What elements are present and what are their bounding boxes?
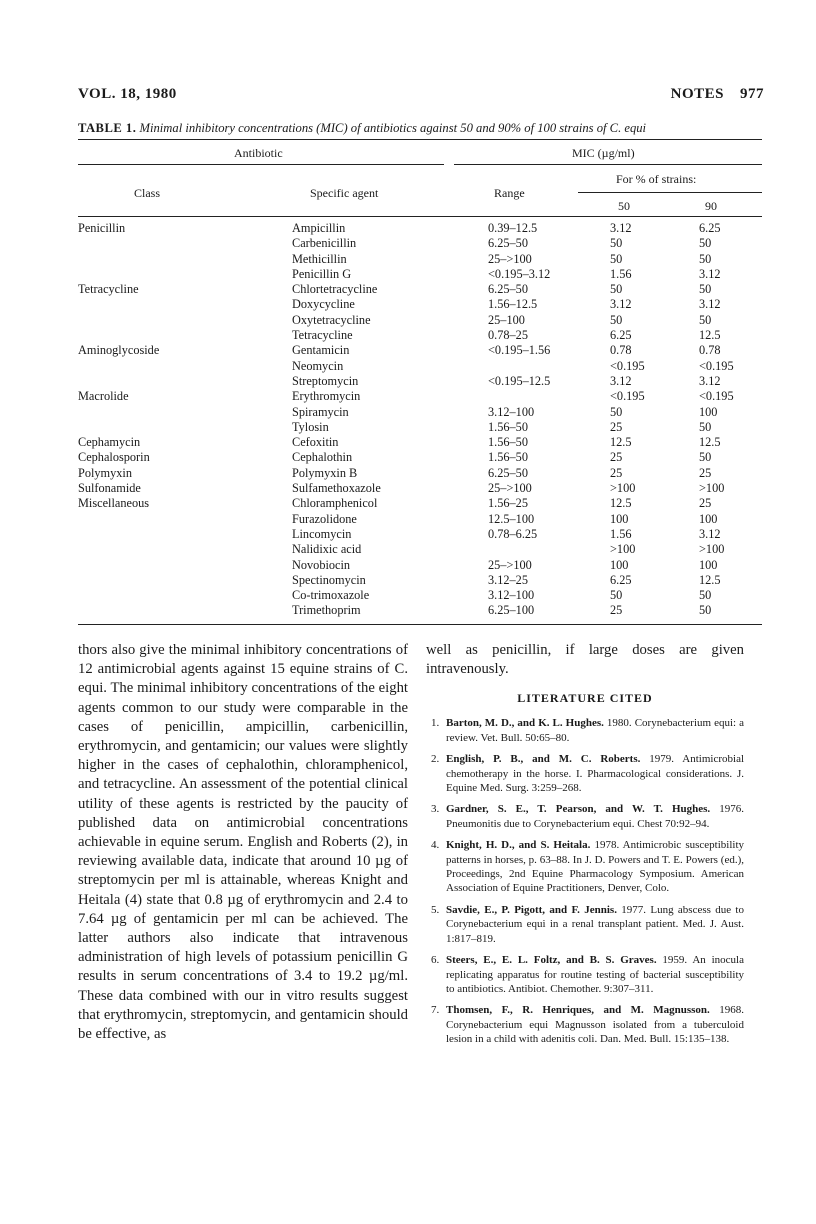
range-cell xyxy=(478,573,610,588)
reference-text: 1979. Antimicrobial chemotherapy in the horse. I. Pharmacological considerations. J. Equine Med. Surg. 3:259–268. xyxy=(446,753,745,795)
left-column-text xyxy=(78,641,408,1044)
range-cell xyxy=(478,466,610,481)
table-row xyxy=(78,466,779,481)
header-percent-strains: For % of strains: xyxy=(616,172,697,186)
table-row xyxy=(78,558,779,573)
reference-authors: Gardner, S. E., T. Pearson, and W. T. Hughes. xyxy=(446,803,711,816)
class-cell: Penicillin xyxy=(78,221,126,235)
range-cell xyxy=(478,221,610,236)
agent-cell: Chloramphenicol xyxy=(292,496,378,511)
agent-cell: Cefoxitin xyxy=(292,435,339,450)
range-cell xyxy=(478,282,610,297)
range-value: 1.56–50 xyxy=(488,435,528,450)
header-90: 90 xyxy=(705,199,717,213)
range-value: 1.56–25 xyxy=(488,496,528,511)
class-cell xyxy=(78,359,292,374)
range-cell xyxy=(478,481,610,496)
mic-table xyxy=(78,221,779,619)
header-specific-agent: Specific agent xyxy=(310,186,379,200)
range-value: 6.25–100 xyxy=(488,603,535,618)
header-antibiotic: Antibiotic xyxy=(234,146,283,160)
header-range: Range xyxy=(494,186,525,200)
agent-cell: Chlortetracycline xyxy=(292,282,378,297)
reference-authors: English, P. B., and M. C. Roberts. xyxy=(446,753,641,766)
reference-number: 6. xyxy=(431,954,440,967)
mic90-cell: <0.195 xyxy=(699,389,734,404)
table-row xyxy=(78,496,779,511)
range-cell xyxy=(478,297,610,312)
range-cell xyxy=(478,252,610,267)
agent-cell: Methicillin xyxy=(292,251,347,266)
class-cell: Cephamycin xyxy=(78,435,141,450)
mic90-cell: 25 xyxy=(699,496,712,511)
running-head-volume: VOL. 18, 1980 xyxy=(78,86,177,102)
reference-number: 1. xyxy=(431,717,440,730)
mic90-cell: 3.12 xyxy=(699,526,721,541)
agent-cell: Ampicillin xyxy=(292,221,346,235)
reference-item xyxy=(426,802,744,831)
table-row xyxy=(78,343,779,358)
table-row xyxy=(78,313,779,328)
table-row xyxy=(78,252,779,267)
range-value: 6.25–50 xyxy=(488,465,528,480)
table-row xyxy=(78,297,779,312)
mic50-cell: 50 xyxy=(610,404,623,419)
mic90-cell: <0.195 xyxy=(699,358,734,373)
class-cell: Aminoglycoside xyxy=(78,343,160,358)
table-label: TABLE 1. xyxy=(78,121,137,135)
mic90-cell: 50 xyxy=(699,251,712,266)
range-cell xyxy=(478,359,610,374)
reference-text: 1976. Pneumonitis due to Corynebacterium equi. Chest 70:92–94. xyxy=(446,803,745,830)
table-top-rule xyxy=(78,139,762,140)
reference-text: 1978. Antimicrobic susceptibility patterns in horses, p. 63–88. In J. D. Powers and T. E. Powers (ed.), Proceedings, 2nd Equine Pharmacology Symposium. American Association of Equine Practitioners, Denver, Colo. xyxy=(446,839,745,895)
range-cell xyxy=(478,603,610,618)
percent-header-rule xyxy=(578,192,762,193)
class-cell xyxy=(78,267,292,282)
range-cell xyxy=(478,496,610,511)
mic90-cell: 50 xyxy=(699,282,712,297)
table-caption xyxy=(78,121,768,136)
mic50-cell: 12.5 xyxy=(610,435,632,450)
mic90-cell: >100 xyxy=(699,481,725,496)
mic90-cell: 50 xyxy=(699,236,712,251)
range-cell xyxy=(478,374,610,389)
reference-item xyxy=(426,838,744,896)
class-cell xyxy=(78,527,292,542)
mic50-cell: <0.195 xyxy=(610,389,645,404)
agent-cell: Tetracycline xyxy=(292,328,353,343)
class-cell: Polymyxin xyxy=(78,465,132,480)
mic90-cell: 50 xyxy=(699,603,712,618)
range-value: 3.12–100 xyxy=(488,588,535,603)
body-paragraph: thors also give the minimal inhibitory concentrations of 12 antimicrobial agents against 15 equine strains of C. equi. The minimal inhibitory concentrations of the eight agents common to our study were comparable in the cases of penicillin, ampicillin, carbenicillin, erythromycin, and gentamicin; our values were slightly higher in the cases of cephalothin, chloramphenicol, and tetracycline. An assessment of the potential clinical utility of these agents is restricted by the paucity of published data on antimicrobial concentrations achievable in equine serum. English and Roberts (2), in reviewing available data, indicate that around 10 µg of streptomycin per ml is attainable, whereas Knight and Heitala (4) state that 0.8 µg of erythromycin and 2.4 to 7.64 µg of gentamicin per ml can be achieved. The latter authors also indicate that intravenous administration of high levels of potassium penicillin G results in serum concentrations of 3.4 to 19.2 µg/ml. These data combined with our in vitro results suggest that erythromycin, streptomycin, and gentamicin should be effective, as xyxy=(78,642,408,1043)
class-cell xyxy=(78,374,292,389)
table-row xyxy=(78,542,779,557)
reference-number: 5. xyxy=(431,903,440,916)
table-row xyxy=(78,267,779,282)
range-cell xyxy=(478,558,610,573)
range-cell xyxy=(478,420,610,435)
table-row xyxy=(78,527,779,542)
reference-authors: Barton, M. D., and K. L. Hughes. xyxy=(446,717,604,730)
agent-cell: Carbenicillin xyxy=(292,236,357,251)
agent-cell: Neomycin xyxy=(292,358,344,373)
table-row xyxy=(78,374,779,389)
range-value: 25–>100 xyxy=(488,481,532,496)
range-value: <0.195–3.12 xyxy=(488,266,551,281)
table-caption-text: Minimal inhibitory concentrations (MIC) of antibiotics against 50 and 90% of 100 strains of C. equi xyxy=(139,121,647,135)
class-cell xyxy=(78,297,292,312)
class-cell: Sulfonamide xyxy=(78,481,141,496)
class-cell xyxy=(78,512,292,527)
reference-text: 1980. Corynebacterium equi: a review. Vet. Bull. 50:65–80. xyxy=(446,717,744,744)
table-bottom-rule xyxy=(78,624,762,625)
mic50-cell: 100 xyxy=(610,557,629,572)
agent-cell: Sulfamethoxazole xyxy=(292,481,381,496)
class-cell xyxy=(78,420,292,435)
agent-cell: Nalidixic acid xyxy=(292,542,362,557)
range-value: 0.78–25 xyxy=(488,328,528,343)
reference-text: 1977. Lung abscess due to Corynebacterium equi in a renal transplant patient. Med. J. Aust. 1:817–819. xyxy=(446,903,744,945)
range-value: 0.78–6.25 xyxy=(488,526,538,541)
mic50-cell: 100 xyxy=(610,511,629,526)
reference-item xyxy=(426,1003,744,1046)
class-cell xyxy=(78,558,292,573)
range-value: 25–>100 xyxy=(488,557,532,572)
table-row xyxy=(78,236,779,251)
agent-cell: Erythromycin xyxy=(292,389,361,404)
mic50-cell: 1.56 xyxy=(610,526,632,541)
mic50-cell: 25 xyxy=(610,603,623,618)
mic50-cell: 50 xyxy=(610,282,623,297)
reference-authors: Savdie, E., P. Pigott, and F. Jennis. xyxy=(446,903,617,916)
table-row xyxy=(78,420,779,435)
range-cell xyxy=(478,267,610,282)
range-cell xyxy=(478,236,610,251)
class-cell xyxy=(78,328,292,343)
range-value: 3.12–100 xyxy=(488,404,535,419)
mic90-cell: 50 xyxy=(699,419,712,434)
mic90-cell: 6.25 xyxy=(699,221,721,235)
table-row xyxy=(78,603,779,618)
mic50-cell: 50 xyxy=(610,251,623,266)
range-value: 25–100 xyxy=(488,312,525,327)
mic50-cell: >100 xyxy=(610,481,636,496)
reference-number: 2. xyxy=(431,753,440,766)
class-cell xyxy=(78,313,292,328)
reference-authors: Thomsen, F., R. Henriques, and M. Magnusson. xyxy=(446,1004,710,1017)
agent-cell: Trimethoprim xyxy=(292,603,361,618)
table-row xyxy=(78,389,779,404)
class-cell xyxy=(78,236,292,251)
mic90-cell: 100 xyxy=(699,557,718,572)
mic90-cell: 3.12 xyxy=(699,373,721,388)
range-cell xyxy=(478,343,610,358)
class-cell xyxy=(78,252,292,267)
mic50-cell: 50 xyxy=(610,312,623,327)
header-class: Class xyxy=(134,186,161,200)
class-cell: Macrolide xyxy=(78,389,129,404)
mic90-cell: 50 xyxy=(699,588,712,603)
reference-list xyxy=(426,716,744,1046)
mic50-cell: 3.12 xyxy=(610,221,632,235)
mic50-cell: 6.25 xyxy=(610,572,632,587)
class-cell xyxy=(78,542,292,557)
mic50-cell: 12.5 xyxy=(610,496,632,511)
range-cell xyxy=(478,527,610,542)
range-cell xyxy=(478,588,610,603)
table-row xyxy=(78,512,779,527)
table-row xyxy=(78,481,779,496)
range-value: 1.56–12.5 xyxy=(488,297,538,312)
mic90-cell: 25 xyxy=(699,465,712,480)
class-cell xyxy=(78,603,292,618)
mic90-cell: 12.5 xyxy=(699,435,721,450)
literature-cited-heading: LITERATURE CITED xyxy=(517,691,653,706)
mic50-cell: 3.12 xyxy=(610,297,632,312)
reference-authors: Steers, E., E. L. Foltz, and B. S. Graves. xyxy=(446,954,657,967)
agent-cell: Doxycycline xyxy=(292,297,355,312)
running-head-right xyxy=(671,86,764,103)
range-value: <0.195–1.56 xyxy=(488,343,551,358)
reference-number: 7. xyxy=(431,1004,440,1017)
table-row xyxy=(78,405,779,420)
table-row xyxy=(78,573,779,588)
table-row xyxy=(78,450,779,465)
mic90-cell: >100 xyxy=(699,542,725,557)
mic50-cell: 1.56 xyxy=(610,266,632,281)
mic90-cell: 3.12 xyxy=(699,266,721,281)
mic90-cell: 0.78 xyxy=(699,343,721,358)
mic-header-rule xyxy=(454,164,762,165)
reference-item xyxy=(426,953,744,996)
reference-number: 4. xyxy=(431,839,440,852)
body-continuation: well as penicillin, if large doses are given intravenously. xyxy=(426,642,744,678)
page-number: 977 xyxy=(740,86,764,102)
table-row xyxy=(78,328,779,343)
mic50-cell: 3.12 xyxy=(610,373,632,388)
mic50-cell: 50 xyxy=(610,588,623,603)
agent-cell: Lincomycin xyxy=(292,526,352,541)
agent-cell: Co-trimoxazole xyxy=(292,588,370,603)
reference-item xyxy=(426,716,744,745)
antibiotic-header-rule xyxy=(78,164,444,165)
header-mic: MIC (µg/ml) xyxy=(572,146,635,160)
class-cell: Miscellaneous xyxy=(78,496,150,511)
class-cell: Cephalosporin xyxy=(78,450,150,465)
mic90-cell: 3.12 xyxy=(699,297,721,312)
range-cell xyxy=(478,313,610,328)
class-cell xyxy=(78,588,292,603)
range-value: 6.25–50 xyxy=(488,236,528,251)
mic50-cell: 0.78 xyxy=(610,343,632,358)
mic50-cell: 25 xyxy=(610,450,623,465)
range-cell xyxy=(478,435,610,450)
right-column xyxy=(426,641,744,1054)
range-cell xyxy=(478,512,610,527)
reference-number: 3. xyxy=(431,803,440,816)
mic90-cell: 50 xyxy=(699,312,712,327)
table-row xyxy=(78,435,779,450)
mic90-cell: 12.5 xyxy=(699,328,721,343)
agent-cell: Tylosin xyxy=(292,419,329,434)
agent-cell: Novobiocin xyxy=(292,557,351,572)
agent-cell: Streptomycin xyxy=(292,373,359,388)
mic50-cell: >100 xyxy=(610,542,636,557)
agent-cell: Spectinomycin xyxy=(292,572,366,587)
table-header-bottom-rule xyxy=(78,216,762,217)
class-cell: Tetracycline xyxy=(78,282,139,297)
range-value: 1.56–50 xyxy=(488,419,528,434)
range-value: 12.5–100 xyxy=(488,511,535,526)
agent-cell: Penicillin G xyxy=(292,266,352,281)
mic90-cell: 100 xyxy=(699,404,718,419)
table-row xyxy=(78,282,779,297)
mic50-cell: <0.195 xyxy=(610,358,645,373)
reference-item xyxy=(426,752,744,795)
agent-cell: Spiramycin xyxy=(292,404,349,419)
mic50-cell: 25 xyxy=(610,465,623,480)
table-row xyxy=(78,359,779,374)
mic50-cell: 25 xyxy=(610,419,623,434)
mic50-cell: 6.25 xyxy=(610,328,632,343)
table-row xyxy=(78,221,779,236)
mic90-cell: 50 xyxy=(699,450,712,465)
section-label: NOTES xyxy=(670,86,724,102)
mic50-cell: 50 xyxy=(610,236,623,251)
header-50: 50 xyxy=(618,199,630,213)
range-cell xyxy=(478,542,610,557)
range-cell xyxy=(478,405,610,420)
class-cell xyxy=(78,405,292,420)
class-cell xyxy=(78,573,292,588)
range-cell xyxy=(478,328,610,343)
range-cell xyxy=(478,450,610,465)
range-value: 0.39–12.5 xyxy=(488,221,538,235)
mic90-cell: 12.5 xyxy=(699,572,721,587)
reference-item xyxy=(426,903,744,946)
agent-cell: Polymyxin B xyxy=(292,465,358,480)
reference-text: 1968. Corynebacterium equi Magnusson isolated from a tuberculoid lesion in a child with adenitis coli. Dan. Med. Bull. 15:135–138. xyxy=(446,1004,745,1046)
agent-cell: Cephalothin xyxy=(292,450,353,465)
table-row xyxy=(78,588,779,603)
range-value: 6.25–50 xyxy=(488,282,528,297)
range-value: 1.56–50 xyxy=(488,450,528,465)
agent-cell: Oxytetracycline xyxy=(292,312,371,327)
reference-text: 1959. An inocula replicating apparatus for routine testing of bacterial susceptibility to antibiotics. Antibiot. Chemother. 9:307–311. xyxy=(446,954,744,995)
agent-cell: Furazolidone xyxy=(292,511,357,526)
reference-authors: Knight, H. D., and S. Heitala. xyxy=(446,839,591,852)
mic90-cell: 100 xyxy=(699,511,718,526)
range-value: <0.195–12.5 xyxy=(488,373,551,388)
range-value: 25–>100 xyxy=(488,251,532,266)
range-cell xyxy=(478,389,610,404)
agent-cell: Gentamicin xyxy=(292,343,350,358)
range-value: 3.12–25 xyxy=(488,572,528,587)
